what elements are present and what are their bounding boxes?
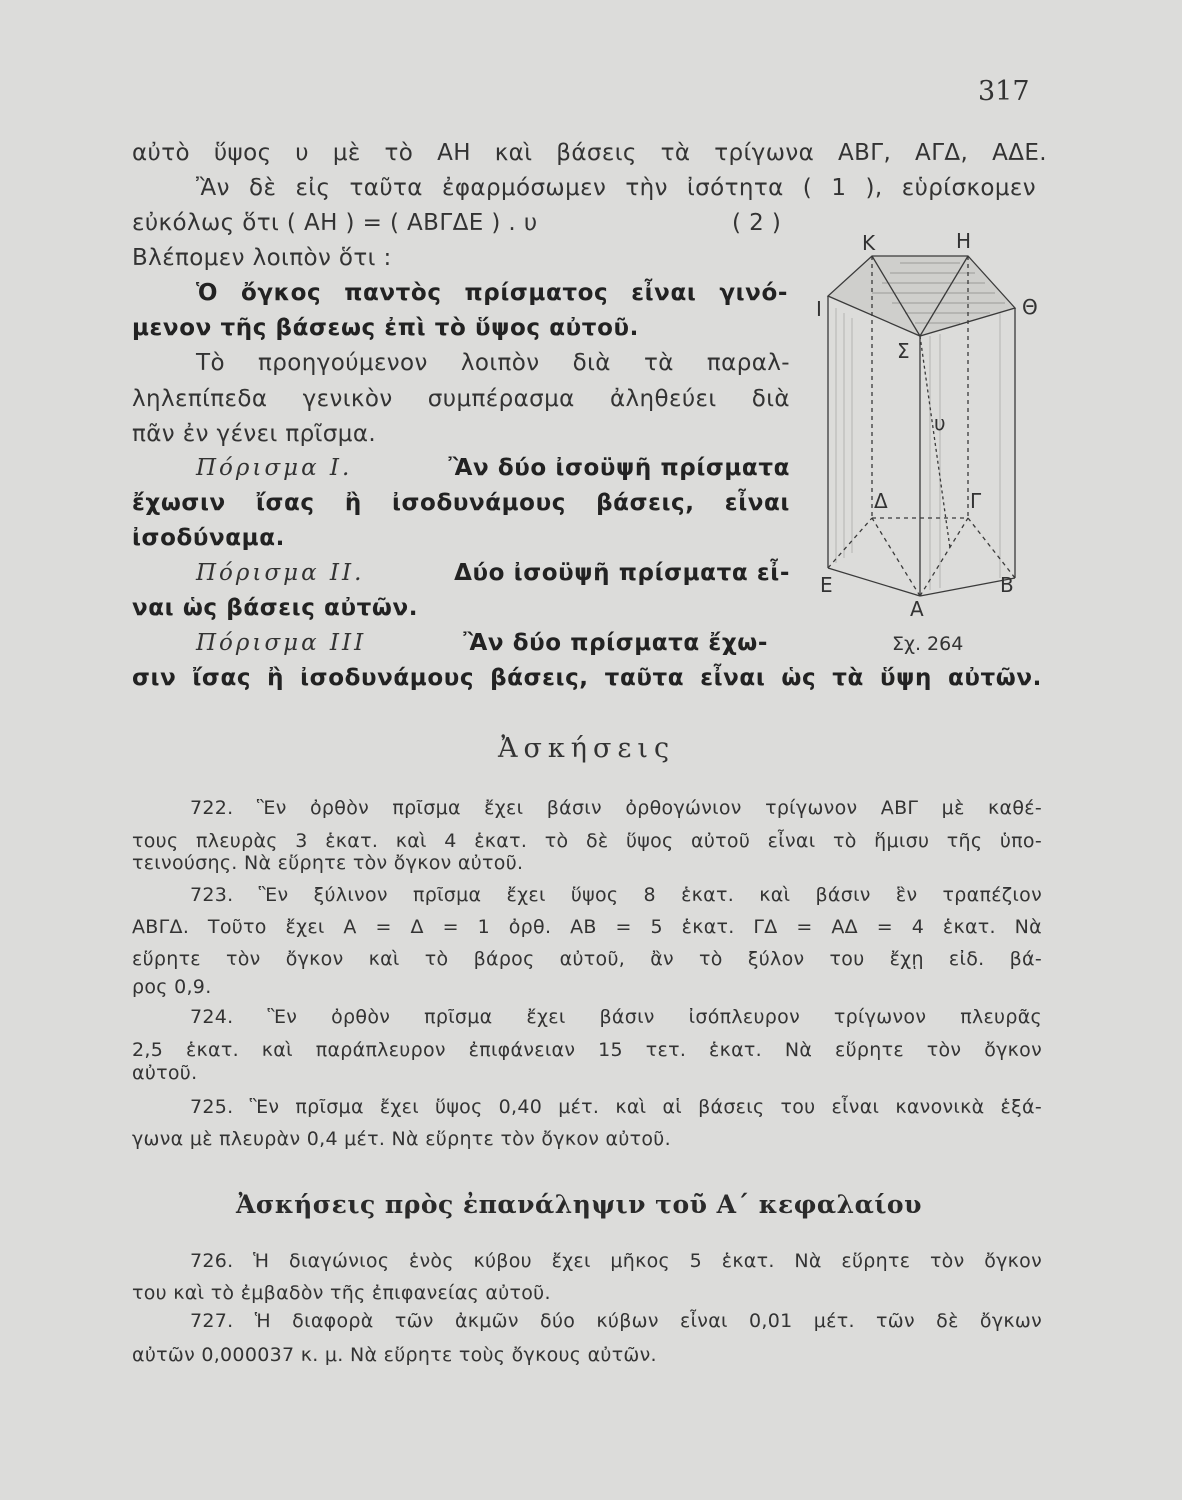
exercises-heading: Ἀσκήσεις [498, 733, 676, 764]
text-line: Τὸ προηγούμενον λοιπὸν διὰ τὰ παραλ- [196, 350, 790, 376]
text-line: ληλεπίπεδα γενικὸν συμπέρασμα ἀληθεύει διὰ [132, 386, 790, 412]
label-K: Κ [862, 231, 876, 255]
exercise-line: 724. Ἓν ὀρθὸν πρῖσμα ἔχει βάσιν ἰσόπλευρον τρίγωνον πλευρᾶς [190, 1006, 1042, 1028]
exercise-line: αὐτῶν 0,000037 κ. μ. Νὰ εὕρητε τοὺς ὄγκους αὐτῶν. [132, 1344, 657, 1366]
page-number: 317 [978, 76, 1030, 107]
exercise-line: αὐτοῦ. [132, 1062, 198, 1084]
theorem-line: Ὁ ὄγκος παντὸς πρίσματος εἶναι γινό- [196, 280, 788, 306]
exercise-line: 727. Ἡ διαφορὰ τῶν ἀκμῶν δύο κύβων εἶναι 0,01 μέτ. τῶν δὲ ὄγκων [190, 1310, 1042, 1332]
label-A: Α [910, 597, 924, 621]
exercise-line: ΑΒΓΔ. Τοῦτο ἔχει Α = Δ = 1 ὀρθ. ΑΒ = 5 ἑκατ. ΓΔ = ΑΔ = 4 ἑκατ. Νὰ [132, 916, 1042, 938]
label-H: Η [956, 229, 972, 253]
label-Gamma: Γ [970, 489, 982, 513]
porism-text: ναι ὡς βάσεις αὐτῶν. [132, 595, 419, 621]
text-line: πᾶν ἐν γένει πρῖσμα. [132, 421, 377, 447]
porism-text: Ἂν δύο πρίσματα ἔχω- [463, 630, 768, 656]
porism-text: Δύο ἰσοϋψῆ πρίσματα εἶ- [454, 560, 790, 586]
exercise-line: ρος 0,9. [132, 976, 212, 998]
label-I: Ι [816, 297, 822, 321]
porism-text: ἰσοδύναμα. [132, 525, 285, 551]
label-B: Β [1000, 573, 1014, 597]
exercise-line: 2,5 ἑκατ. καὶ παράπλευρον ἐπιφάνειαν 15 τετ. ἑκατ. Νὰ εὕρητε τὸν ὄγκον [132, 1039, 1042, 1061]
exercise-line: 723. Ἓν ξύλινον πρῖσμα ἔχει ὕψος 8 ἑκατ. καὶ βάσιν ἓν τραπέζιον [190, 884, 1042, 906]
exercise-line: τους πλευρὰς 3 ἑκατ. καὶ 4 ἑκατ. τὸ δὲ ὕψος αὐτοῦ εἶναι τὸ ἥμισυ τῆς ὑπο- [132, 830, 1042, 852]
text-line: εὐκόλως ὅτι ( ΑΗ ) = ( ΑΒΓΔΕ ) . υ [132, 210, 538, 236]
prism-drawing [828, 256, 1015, 596]
text-line: Βλέπομεν λοιπὸν ὅτι : [132, 245, 392, 271]
label-Delta: Δ [874, 489, 888, 513]
label-E: Ε [820, 573, 833, 597]
exercise-line: εὕρητε τὸν ὄγκον καὶ τὸ βάρος αὐτοῦ, ἂν τὸ ξύλον του ἔχῃ εἰδ. βά- [132, 948, 1042, 970]
porism-text: ἔχωσιν ἴσας ἢ ἰσοδυνάμους βάσεις, εἶναι [132, 490, 790, 516]
label-Sigma: Σ [897, 339, 910, 363]
porism-label: Πόρισμα Ι. [196, 455, 353, 481]
exercise-line: 722. Ἓν ὀρθὸν πρῖσμα ἔχει βάσιν ὀρθογώνιον τρίγωνον ΑΒΓ μὲ καθέ- [190, 797, 1042, 819]
porism-1 [196, 455, 790, 481]
porism-2 [196, 560, 790, 586]
equation-number: ( 2 ) [732, 210, 782, 236]
porism-label: Πόρισμα ΙΙΙ [196, 630, 367, 656]
review-heading: Ἀσκήσεις πρὸς ἐπανάληψιν τοῦ Α΄ κεφαλαίου [236, 1190, 922, 1219]
exercise-line: γωνα μὲ πλευρὰν 0,4 μέτ. Νὰ εὕρητε τὸν ὄγκον αὐτοῦ. [132, 1128, 671, 1150]
text-line: Ἂν δὲ εἰς ταῦτα ἐφαρμόσωμεν τὴν ἰσότητα ( 1 ), εὑρίσκομεν [196, 175, 1036, 201]
theorem-line: μενον τῆς βάσεως ἐπὶ τὸ ὕψος αὐτοῦ. [132, 315, 639, 341]
label-u: υ [934, 411, 946, 435]
exercise-line: τεινούσης. Νὰ εὕρητε τὸν ὄγκον αὐτοῦ. [132, 852, 524, 874]
exercise-line: του καὶ τὸ ἐμβαδὸν τῆς ἐπιφανείας αὐτοῦ. [132, 1282, 551, 1304]
exercise-line: 725. Ἓν πρῖσμα ἔχει ὕψος 0,40 μέτ. καὶ αἱ βάσεις του εἶναι κανονικὰ ἑξά- [190, 1096, 1042, 1118]
porism-text: σιν ἴσας ἢ ἰσοδυνάμους βάσεις, ταῦτα εἶναι ὡς τὰ ὕψη αὐτῶν. [132, 665, 1042, 691]
exercise-line: 726. Ἡ διαγώνιος ἑνὸς κύβου ἔχει μῆκος 5 ἑκατ. Νὰ εὕρητε τὸν ὄγκον [190, 1250, 1042, 1272]
label-Theta: Θ [1022, 295, 1038, 319]
porism-label: Πόρισμα ΙΙ. [196, 560, 365, 586]
prism-figure [800, 218, 1050, 658]
figure-caption: Σχ. 264 [892, 633, 964, 655]
text-line: αὐτὸ ὕψος υ μὲ τὸ ΑΗ καὶ βάσεις τὰ τρίγωνα ΑΒΓ, ΑΓΔ, ΑΔΕ. [132, 140, 1047, 166]
porism-text: Ἂν δύο ἰσοϋψῆ πρίσματα [448, 455, 790, 481]
porism-3 [196, 630, 768, 656]
